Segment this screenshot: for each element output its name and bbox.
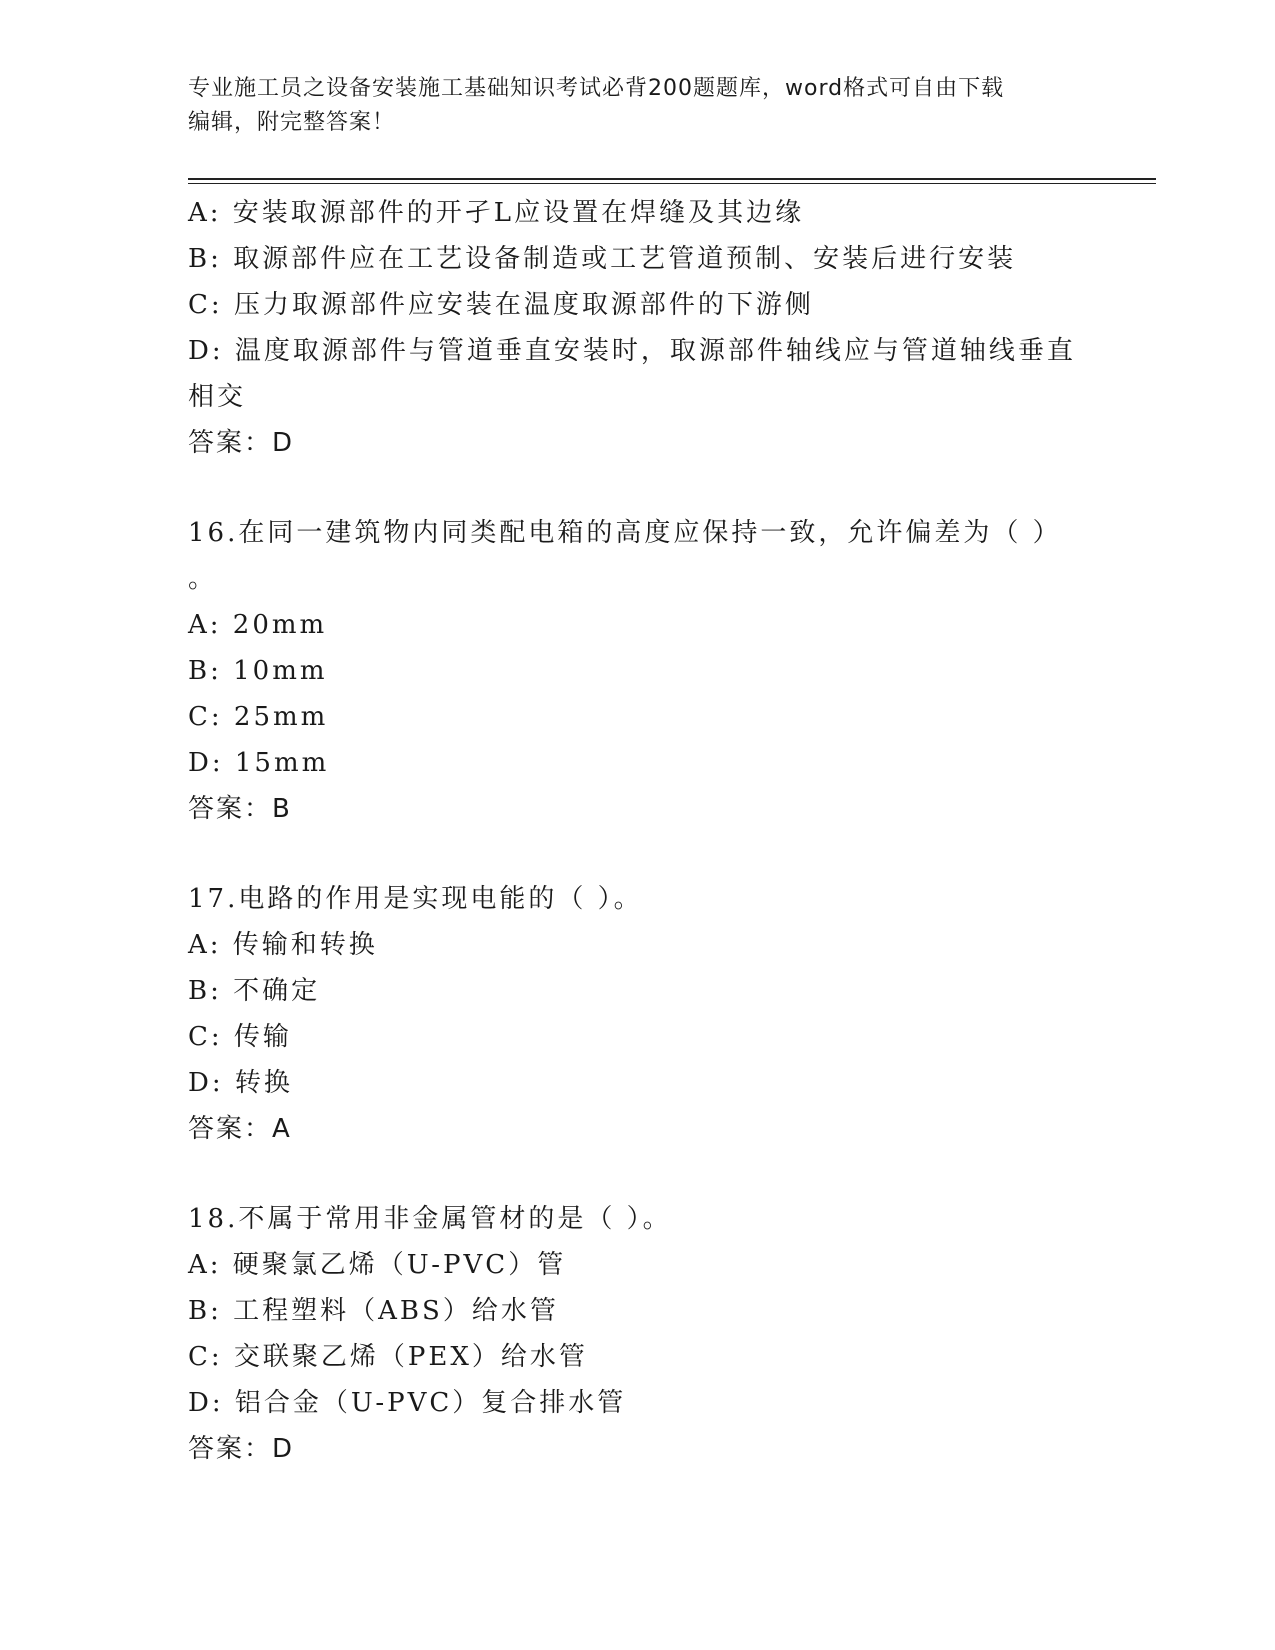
option-a: A: 20mm	[188, 610, 328, 640]
question-block-16	[188, 510, 1088, 832]
option-c: C: 25mm	[188, 702, 329, 732]
question-block-15	[188, 190, 1088, 466]
option-d: D: 温度取源部件与管道垂直安装时，取源部件轴线应与管道轴线垂直	[188, 336, 1076, 366]
answer: 答案：D	[188, 428, 295, 458]
option-b: B: 不确定	[188, 976, 321, 1006]
option-d-continuation: 相交	[188, 382, 247, 412]
page-header	[188, 72, 1068, 140]
question-stem: 17.电路的作用是实现电能的（ ）。	[188, 884, 643, 914]
option-c: C: 压力取源部件应安装在温度取源部件的下游侧	[188, 290, 814, 320]
answer: 答案：B	[188, 794, 292, 824]
question-stem-continuation: 。	[188, 564, 218, 594]
question-block-18	[188, 1196, 1088, 1472]
header-line-2: 编辑，附完整答案！	[188, 110, 396, 135]
option-d: D: 铝合金（U-PVC）复合排水管	[188, 1388, 627, 1418]
document-body	[188, 190, 1088, 1472]
option-b: B: 工程塑料（ABS）给水管	[188, 1296, 559, 1326]
header-divider-thin	[188, 183, 1156, 184]
question-stem: 16.在同一建筑物内同类配电箱的高度应保持一致，允许偏差为（ ）	[188, 518, 1062, 548]
header-divider-thick	[188, 178, 1156, 180]
option-a: A: 安装取源部件的开孑L应设置在焊缝及其边缘	[188, 198, 805, 228]
question-block-17	[188, 876, 1088, 1152]
option-a: A: 传输和转换	[188, 930, 378, 960]
answer: 答案：D	[188, 1434, 295, 1464]
option-d: D: 转换	[188, 1068, 293, 1098]
question-stem: 18.不属于常用非金属管材的是（ ）。	[188, 1204, 672, 1234]
option-a: A: 硬聚氯乙烯（U-PVC）管	[188, 1250, 567, 1280]
option-c: C: 交联聚乙烯（PEX）给水管	[188, 1342, 588, 1372]
option-d: D: 15mm	[188, 748, 330, 778]
option-c: C: 传输	[188, 1022, 292, 1052]
option-b: B: 10mm	[188, 656, 328, 686]
option-b: B: 取源部件应在工艺设备制造或工艺管道预制、安装后进行安装	[188, 244, 1017, 274]
answer: 答案：A	[188, 1114, 292, 1144]
header-line-1: 专业施工员之设备安装施工基础知识考试必背200题题库，word格式可自由下载	[188, 76, 1005, 101]
